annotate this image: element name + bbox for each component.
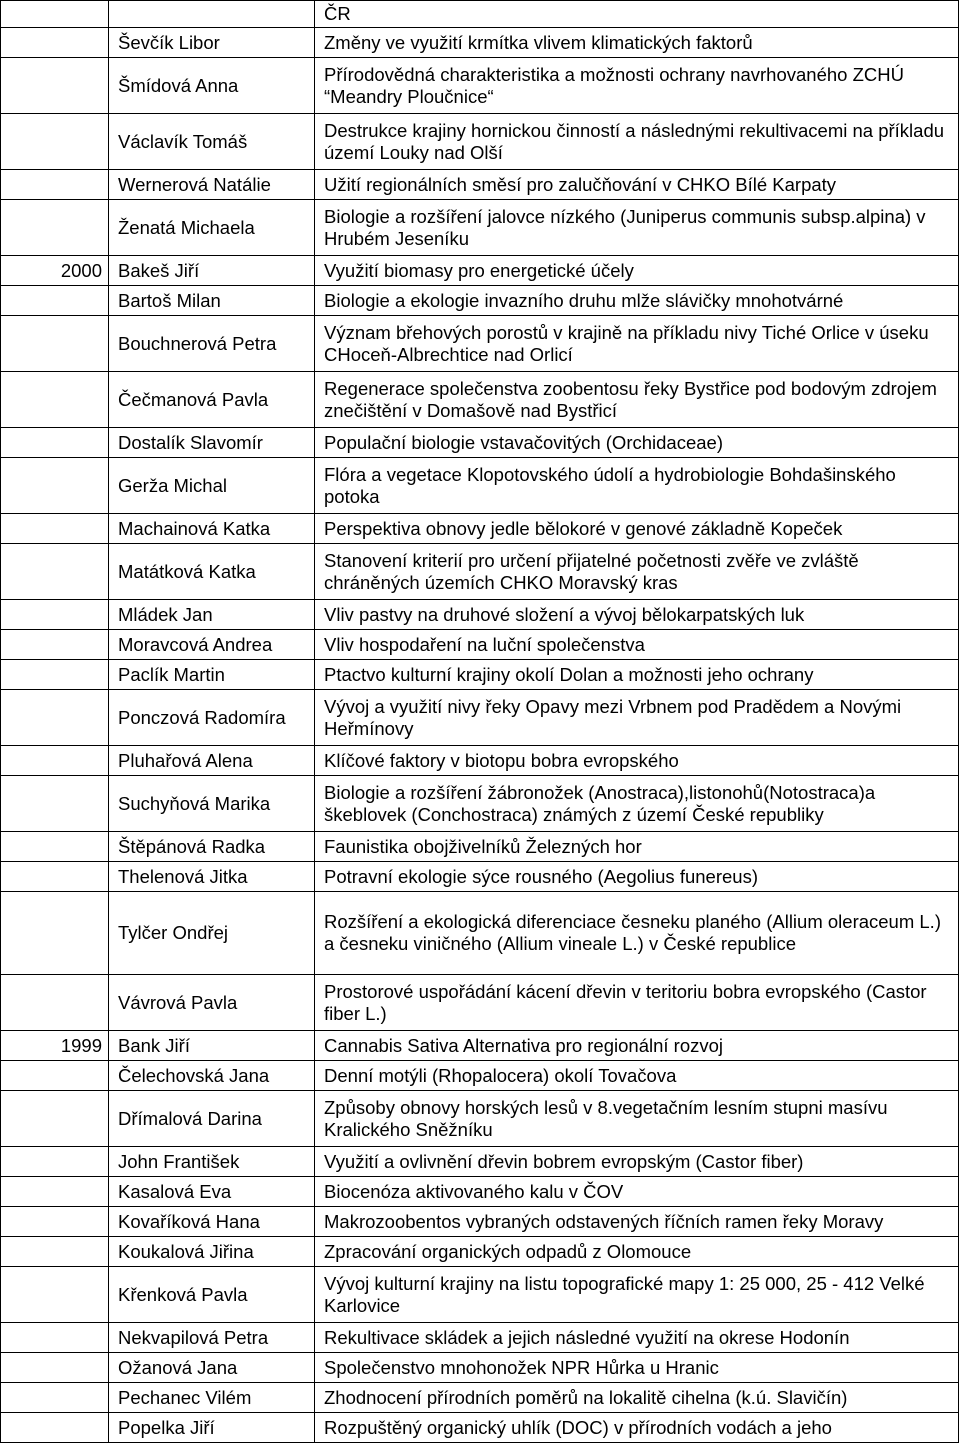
topic-cell: Populační biologie vstavačovitých (Orchidaceae)	[315, 428, 959, 458]
year-cell	[1, 1383, 109, 1413]
name-cell: Bakeš Jiří	[109, 256, 315, 286]
table-row	[1, 1031, 959, 1061]
year-cell	[1, 660, 109, 690]
topic-cell: Způsoby obnovy horských lesů v 8.vegetačním lesním stupni masívu Kralického Sněžníku	[315, 1091, 959, 1147]
name-cell: Václavík Tomáš	[109, 114, 315, 170]
topic-cell: Denní motýli (Rhopalocera) okolí Tovačova	[315, 1061, 959, 1091]
topic-cell: Společenstvo mnohonožek NPR Hůrka u Hranic	[315, 1353, 959, 1383]
year-cell	[1, 1323, 109, 1353]
topic-cell: Změny ve využití krmítka vlivem klimatických faktorů	[315, 28, 959, 58]
year-cell	[1, 1061, 109, 1091]
topic-cell: Využití biomasy pro energetické účely	[315, 256, 959, 286]
year-cell	[1, 1091, 109, 1147]
year-cell	[1, 1353, 109, 1383]
name-cell: Popelka Jiří	[109, 1413, 315, 1443]
topic-cell: Vývoj kulturní krajiny na listu topografické mapy 1: 25 000, 25 - 412 Velké Karlovice	[315, 1267, 959, 1323]
topic-cell: Přírodovědná charakteristika a možnosti ochrany navrhovaného ZCHÚ “Meandry Ploučnice“	[315, 58, 959, 114]
name-cell: Kasalová Eva	[109, 1177, 315, 1207]
topic-cell: Rekultivace skládek a jejich následné využití na okrese Hodonín	[315, 1323, 959, 1353]
topic-cell: Flóra a vegetace Klopotovského údolí a hydrobiologie Bohdašinského potoka	[315, 458, 959, 514]
table-row	[1, 1353, 959, 1383]
year-cell	[1, 544, 109, 600]
name-cell: Čečmanová Pavla	[109, 372, 315, 428]
year-cell	[1, 690, 109, 746]
topic-cell: Vliv pastvy na druhové složení a vývoj bělokarpatských luk	[315, 600, 959, 630]
table-row	[1, 690, 959, 746]
year-cell	[1, 114, 109, 170]
table-row	[1, 660, 959, 690]
topic-cell: Prostorové uspořádání kácení dřevin v teritoriu bobra evropského (Castor fiber L.)	[315, 975, 959, 1031]
table-row	[1, 114, 959, 170]
year-cell	[1, 372, 109, 428]
year-cell	[1, 200, 109, 256]
year-cell	[1, 1267, 109, 1323]
table-row	[1, 832, 959, 862]
year-cell	[1, 1177, 109, 1207]
name-cell: Matátková Katka	[109, 544, 315, 600]
name-cell: Suchyňová Marika	[109, 776, 315, 832]
year-cell	[1, 170, 109, 200]
year-cell	[1, 975, 109, 1031]
topic-cell: Užití regionálních směsí pro zalučňování v CHKO Bílé Karpaty	[315, 170, 959, 200]
topic-cell: Regenerace společenstva zoobentosu řeky Bystřice pod bodovým zdrojem znečištění v Domašově nad Bystřicí	[315, 372, 959, 428]
table-row	[1, 28, 959, 58]
year-cell	[1, 58, 109, 114]
year-cell: 2000	[1, 256, 109, 286]
name-cell: Thelenová Jitka	[109, 862, 315, 892]
table-row	[1, 428, 959, 458]
table-row	[1, 1383, 959, 1413]
topic-cell: Zpracování organických odpadů z Olomouce	[315, 1237, 959, 1267]
name-cell: Tylčer Ondřej	[109, 892, 315, 975]
topic-cell: Cannabis Sativa Alternativa pro regionální rozvoj	[315, 1031, 959, 1061]
topic-cell: Biologie a rozšíření žábronožek (Anostraca),listonohů(Notostraca)a škeblovek (Conchostraca) známých z území České republiky	[315, 776, 959, 832]
table-row	[1, 1091, 959, 1147]
table-row	[1, 1237, 959, 1267]
year-cell	[1, 1, 109, 28]
topic-cell: Perspektiva obnovy jedle bělokoré v genové základně Kopeček	[315, 514, 959, 544]
name-cell: Křenková Pavla	[109, 1267, 315, 1323]
table-row	[1, 200, 959, 256]
year-cell	[1, 746, 109, 776]
table-row	[1, 1177, 959, 1207]
topic-cell: Makrozoobentos vybraných odstavených říčních ramen řeky Moravy	[315, 1207, 959, 1237]
year-cell: 1999	[1, 1031, 109, 1061]
name-cell: Dřímalová Darina	[109, 1091, 315, 1147]
table-row	[1, 1323, 959, 1353]
year-cell	[1, 776, 109, 832]
table-row	[1, 776, 959, 832]
table-row	[1, 58, 959, 114]
topic-cell: Klíčové faktory v biotopu bobra evropského	[315, 746, 959, 776]
name-cell: Čelechovská Jana	[109, 1061, 315, 1091]
name-cell: Ponczová Radomíra	[109, 690, 315, 746]
topic-cell: Biocenóza aktivovaného kalu v ČOV	[315, 1177, 959, 1207]
topic-cell: Potravní ekologie sýce rousného (Aegolius funereus)	[315, 862, 959, 892]
topic-cell: ČR	[315, 1, 959, 28]
year-cell	[1, 286, 109, 316]
year-cell	[1, 862, 109, 892]
name-cell: Pluhařová Alena	[109, 746, 315, 776]
name-cell: Ševčík Libor	[109, 28, 315, 58]
topic-cell: Biologie a rozšíření jalovce nízkého (Juniperus communis subsp.alpina) v Hrubém Jeseníku	[315, 200, 959, 256]
year-cell	[1, 1413, 109, 1443]
year-cell	[1, 428, 109, 458]
year-cell	[1, 832, 109, 862]
table-row	[1, 514, 959, 544]
topic-cell: Ptactvo kulturní krajiny okolí Dolan a možnosti jeho ochrany	[315, 660, 959, 690]
topic-cell: Vliv hospodaření na luční společenstva	[315, 630, 959, 660]
name-cell: Paclík Martin	[109, 660, 315, 690]
year-cell	[1, 28, 109, 58]
name-cell: Bank Jiří	[109, 1031, 315, 1061]
table-row	[1, 630, 959, 660]
topic-cell: Využití a ovlivnění dřevin bobrem evropským (Castor fiber)	[315, 1147, 959, 1177]
name-cell: Bartoš Milan	[109, 286, 315, 316]
topic-cell: Destrukce krajiny hornickou činností a následnými rekultivacemi na příkladu území Louky nad Olší	[315, 114, 959, 170]
table-row	[1, 862, 959, 892]
year-cell	[1, 316, 109, 372]
name-cell: Štěpánová Radka	[109, 832, 315, 862]
name-cell: Machainová Katka	[109, 514, 315, 544]
year-cell	[1, 514, 109, 544]
topic-cell: Rozpuštěný organický uhlík (DOC) v přírodních vodách a jeho	[315, 1413, 959, 1443]
name-cell: Vávrová Pavla	[109, 975, 315, 1031]
name-cell: Bouchnerová Petra	[109, 316, 315, 372]
year-cell	[1, 1147, 109, 1177]
table-row	[1, 316, 959, 372]
topic-cell: Význam břehových porostů v krajině na příkladu nivy Tiché Orlice v úseku CHoceň-Albrechtice nad Orlicí	[315, 316, 959, 372]
table-row	[1, 458, 959, 514]
topic-cell: Biologie a ekologie invazního druhu mlže slávičky mnohotvárné	[315, 286, 959, 316]
name-cell: Gerža Michal	[109, 458, 315, 514]
topic-cell: Stanovení kriterií pro určení přijatelné početnosti zvěře ve zvláště chráněných územích CHKO Moravský kras	[315, 544, 959, 600]
name-cell: Kovaříková Hana	[109, 1207, 315, 1237]
year-cell	[1, 892, 109, 975]
year-cell	[1, 1207, 109, 1237]
table-row	[1, 544, 959, 600]
table-row	[1, 1207, 959, 1237]
name-cell: John František	[109, 1147, 315, 1177]
table-row	[1, 746, 959, 776]
name-cell: Nekvapilová Petra	[109, 1323, 315, 1353]
name-cell: Ožanová Jana	[109, 1353, 315, 1383]
table-row	[1, 1061, 959, 1091]
year-cell	[1, 1237, 109, 1267]
table-row-header-fragment	[1, 1, 959, 28]
table-row	[1, 1267, 959, 1323]
topic-cell: Rozšíření a ekologická diferenciace česneku planého (Allium oleraceum L.) a česneku viničného (Allium vineale L.) v České republice	[315, 892, 959, 975]
table-row	[1, 975, 959, 1031]
topic-cell: Zhodnocení přírodních poměrů na lokalitě cihelna (k.ú. Slavičín)	[315, 1383, 959, 1413]
year-cell	[1, 630, 109, 660]
table-row	[1, 256, 959, 286]
table-row	[1, 170, 959, 200]
table-row	[1, 1147, 959, 1177]
name-cell: Mládek Jan	[109, 600, 315, 630]
table-row	[1, 600, 959, 630]
year-cell	[1, 458, 109, 514]
table-row	[1, 286, 959, 316]
name-cell: Koukalová Jiřina	[109, 1237, 315, 1267]
name-cell: Pechanec Vilém	[109, 1383, 315, 1413]
table-row	[1, 1413, 959, 1443]
name-cell: Dostalík Slavomír	[109, 428, 315, 458]
table-row	[1, 372, 959, 428]
name-cell	[109, 1, 315, 28]
thesis-table-body	[1, 1, 959, 1443]
name-cell: Wernerová Natálie	[109, 170, 315, 200]
name-cell: Moravcová Andrea	[109, 630, 315, 660]
name-cell: Šmídová Anna	[109, 58, 315, 114]
year-cell	[1, 600, 109, 630]
topic-cell: Vývoj a využití nivy řeky Opavy mezi Vrbnem pod Pradědem a Novými Heřmínovy	[315, 690, 959, 746]
table-row	[1, 892, 959, 975]
name-cell: Ženatá Michaela	[109, 200, 315, 256]
topic-cell: Faunistika obojživelníků Železných hor	[315, 832, 959, 862]
